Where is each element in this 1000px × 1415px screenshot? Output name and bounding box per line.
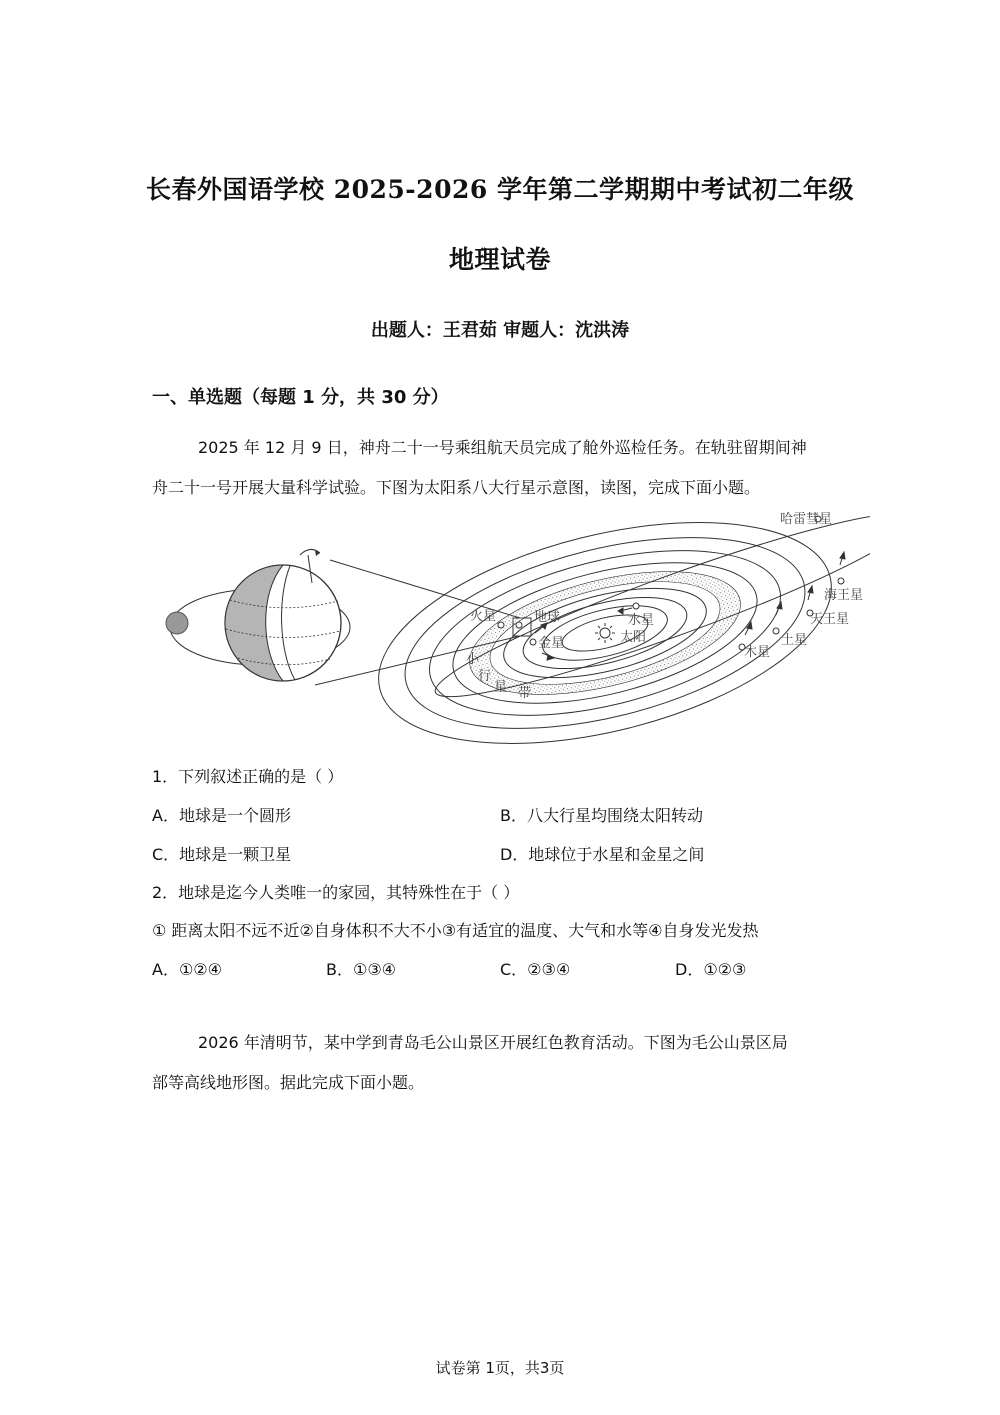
jupiter-label: 木星 [744, 645, 771, 660]
uranus-label: 天王星 [810, 612, 850, 627]
earth-dot [516, 622, 522, 628]
earth-label: 地球 [534, 610, 561, 625]
mercury-dot [633, 603, 639, 609]
question-1-option-a[interactable]: A．地球是一个圆形 [152, 806, 291, 825]
neptune-label: 海王星 [824, 588, 864, 603]
question-1-option-c[interactable]: C．地球是一颗卫星 [152, 845, 292, 864]
earth-globe-icon [225, 549, 341, 681]
solar-system-figure [150, 505, 870, 750]
saturn-dot [773, 628, 779, 634]
mercury-label: 水星 [628, 613, 655, 628]
passage-1-line-1: 2025 年 12 月 9 日，神舟二十一号乘组航天员完成了舱外巡检任务。在轨驻留期间神 [198, 438, 807, 457]
asteroid-belt-label-1: 小 [466, 652, 480, 667]
neptune-dot [838, 578, 844, 584]
question-1-stem: 1．下列叙述正确的是（ ） [152, 767, 344, 786]
asteroid-belt-label-4: 带 [518, 686, 532, 701]
passage-2-line-1: 2026 年清明节，某中学到青岛毛公山景区开展红色教育活动。下图为毛公山景区局 [198, 1033, 788, 1052]
venus-label: 金星 [538, 636, 565, 651]
question-2-statement: ① 距离太阳不远不近②自身体积不大不小③有适宜的温度、大气和水等④自身发光发热 [152, 921, 759, 940]
venus-dot [530, 639, 536, 645]
question-2-option-d[interactable]: D．①②③ [675, 960, 747, 979]
passage-2 [152, 1023, 852, 1103]
exam-title-line2: 地理试卷 [448, 245, 551, 274]
asteroid-belt-label-2: 行 [478, 669, 492, 684]
exam-title-line1: 长春外国语学校 2025-2026 学年第二学期期中考试初二年级 [146, 175, 854, 204]
section-heading: 一、单选题（每题 1 分，共 30 分） [152, 387, 449, 408]
moon-icon [166, 612, 188, 634]
passage-1-line-2: 舟二十一号开展大量科学试验。下图为太阳系八大行星示意图，读图，完成下面小题。 [152, 478, 761, 497]
sun-label: 太阳 [620, 630, 647, 645]
halley-label: 哈雷彗星 [780, 512, 833, 527]
question-2-option-b[interactable]: B．①③④ [326, 960, 397, 979]
question-1-option-d[interactable]: D．地球位于水星和金星之间 [500, 845, 705, 864]
saturn-label: 土星 [781, 633, 808, 648]
passage-1 [152, 428, 852, 508]
asteroid-belt-label-3: 星 [494, 680, 508, 695]
question-1-option-b[interactable]: B．八大行星均围绕太阳转动 [500, 806, 703, 825]
mars-label: 火星 [470, 609, 497, 624]
passage-2-line-2: 部等高线地形图。据此完成下面小题。 [152, 1073, 425, 1092]
question-2-stem: 2．地球是迄今人类唯一的家园，其特殊性在于（ ） [152, 883, 520, 902]
question-2-option-a[interactable]: A．①②④ [152, 960, 222, 979]
exam-authors: 出题人：王君茹 审题人：沈洪涛 [370, 320, 630, 341]
mars-dot [498, 622, 504, 628]
page-footer: 试卷第 1页，共3页 [435, 1359, 565, 1377]
sun-icon [595, 623, 615, 643]
question-2-option-c[interactable]: C．②③④ [500, 960, 571, 979]
